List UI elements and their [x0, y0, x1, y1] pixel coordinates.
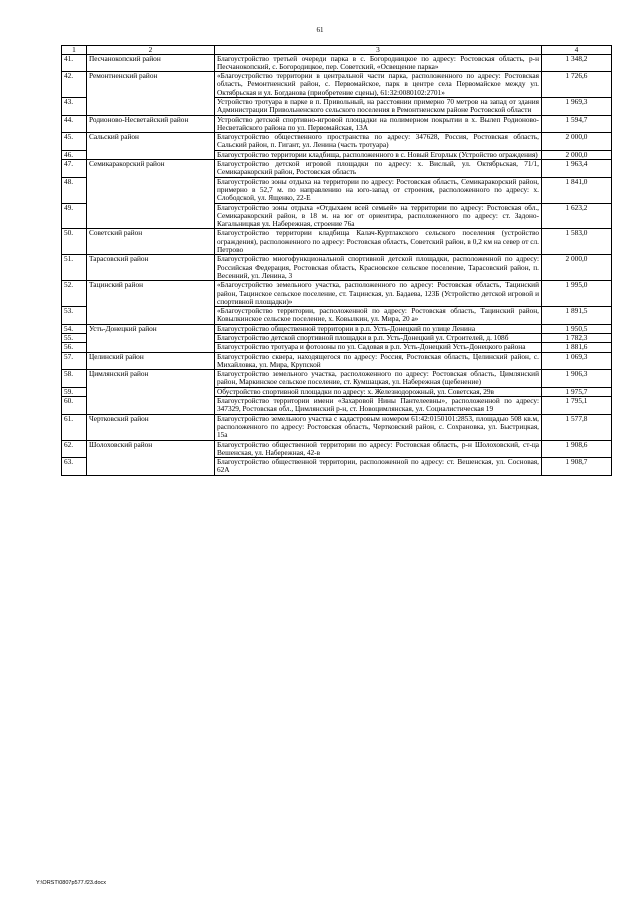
table-row — [62, 133, 612, 151]
row-number-cell: 49. — [62, 203, 87, 229]
district-cell: Родионово-Несветайский район — [87, 115, 215, 133]
row-number-cell: 47. — [62, 160, 87, 178]
row-number-cell: 45. — [62, 133, 87, 151]
table-body — [62, 54, 612, 475]
project-description-cell: Обустройство спортивной площадки по адресу: х. Железнодорожный, ул. Советская, 29в — [215, 387, 542, 396]
row-number-cell: 50. — [62, 229, 87, 255]
header-col-4: 4 — [542, 46, 612, 55]
table-row — [62, 440, 612, 458]
amount-cell: 1 906,3 — [542, 370, 612, 388]
table-row — [62, 281, 612, 307]
row-number-cell: 57. — [62, 352, 87, 370]
row-number-cell: 59. — [62, 387, 87, 396]
row-number-cell: 51. — [62, 255, 87, 281]
table-row — [62, 160, 612, 178]
district-cell: Ремонтненский район — [87, 72, 215, 115]
project-description-cell: Благоустройство территории кладбища Калач-Куртлакского сельского поселения (устройство ограждения), расположенного по адресу: Ростовская область, Советский район, в 0,2 км на север от сл. Петрово — [215, 229, 542, 255]
project-description-cell: «Благоустройство территории в центральной части парка, расположенного по адресу: Ростовская область, Ремонтненский район, с. Первомайское, парк в центре села Первомайское между ул. Октябрьская и ул. Богданова (приобретение сцены), 61:32:0080102:2701» — [215, 72, 542, 98]
district-cell: Советский район — [87, 229, 215, 255]
row-number-cell: 53. — [62, 307, 87, 325]
row-number-cell: 44. — [62, 115, 87, 133]
amount-cell: 1 795,1 — [542, 397, 612, 415]
table-row — [62, 414, 612, 440]
project-description-cell: Благоустройство зоны отдыха «Отдыхаем всей семьей» на территории по адресу: Ростовская обл., Семикаракорский район, в 18 м. на юг от ориентира, расположенного по адресу: ст. Задоно-Кагальницкая ул. Набережная, строение 76а — [215, 203, 542, 229]
amount-cell: 2 000,0 — [542, 150, 612, 159]
project-description-cell: Благоустройство земельного участка с кадастровым номером 61:42:0150101:2853, площадью 508 кв.м, расположенного по адресу: Ростовская область, Чертковский район, с. Сохрановка, ул. Быстрицкая, 15а — [215, 414, 542, 440]
row-number-cell: 62. — [62, 440, 87, 458]
project-description-cell: Устройство детской спортивно-игровой площадки на полимерном покрытии в х. Вылеп Родионово-Несветайского района по ул. Первомайская, 13А — [215, 115, 542, 133]
amount-cell: 1 594,7 — [542, 115, 612, 133]
project-description-cell: «Благоустройство земельного участка, расположенного по адресу: Ростовская область, Тацинский район, Тацинское сельское поселение, ст. Тацинская, ул. Бадаева, 123Б (Устройство детской игровой и спортивной площадки)» — [215, 281, 542, 307]
project-description-cell: Благоустройство многофункциональной спортивной детской площадки, расположенной по адресу: Российская Федерация, Ростовская область, Красновское сельское поселение, Тарасовский район, п. Весенний, ул. Ленина, 3 — [215, 255, 542, 281]
amount-cell: 1 623,2 — [542, 203, 612, 229]
header-col-2: 2 — [87, 46, 215, 55]
amount-cell: 1 583,0 — [542, 229, 612, 255]
district-cell: Сальский район — [87, 133, 215, 160]
project-description-cell: Благоустройство зоны отдыха на территории по адресу: Ростовская область, Семикаракорский район, примерно в 52,7 м. по направлению на юго-запад от строения, расположенного по адресу: х. Слободской, ул. Ященко, 22-Е — [215, 177, 542, 203]
row-number-cell: 60. — [62, 397, 87, 415]
amount-cell: 1 069,3 — [542, 352, 612, 370]
amount-cell: 2 000,0 — [542, 133, 612, 151]
amount-cell: 1 348,2 — [542, 54, 612, 72]
project-description-cell: Благоустройство территории имени «Захаровой Нины Пантелеевны», расположенной по адресу: 347329, Ростовская обл., Цимлянский р-н, ст. Новоцимлянская, ул. Социалистическая 19 — [215, 397, 542, 415]
district-cell: Цимлянский район — [87, 370, 215, 414]
row-number-cell: 63. — [62, 458, 87, 476]
amount-cell: 2 000,0 — [542, 255, 612, 281]
table-row — [62, 115, 612, 133]
district-cell: Семикаракорский район — [87, 160, 215, 229]
amount-cell: 1 891,5 — [542, 307, 612, 325]
project-description-cell: Благоустройство детской игровой площадки по адресу: х. Вислый, ул. Октябрьская, 71/1, Семикаракорский район, Ростовская область — [215, 160, 542, 178]
project-description-cell: Благоустройство детской спортивной площадки в р.п. Усть-Донецкий ул. Строителей, д. 108б — [215, 334, 542, 343]
amount-cell: 1 950,5 — [542, 324, 612, 333]
row-number-cell: 56. — [62, 343, 87, 352]
amount-cell: 1 841,0 — [542, 177, 612, 203]
district-cell: Тацинский район — [87, 281, 215, 324]
project-description-cell: Благоустройство общественного пространства по адресу: 347628, Россия, Ростовская область, Сальский район, п. Гигант, ул. Ленина (часть тротуара) — [215, 133, 542, 151]
row-number-cell: 48. — [62, 177, 87, 203]
funding-table — [61, 45, 612, 476]
project-description-cell: Благоустройство общественной территории по адресу: Ростовская область, р-н Шолоховский, ст-ца Вешенская, ул. Набережная, 42-в — [215, 440, 542, 458]
amount-cell: 1 963,4 — [542, 160, 612, 178]
row-number-cell: 43. — [62, 97, 87, 115]
amount-cell: 1 726,6 — [542, 72, 612, 98]
district-cell: Чертковский район — [87, 414, 215, 440]
amount-cell: 1 577,8 — [542, 414, 612, 440]
header-col-3: 3 — [215, 46, 542, 55]
district-cell: Тарасовский район — [87, 255, 215, 281]
amount-cell: 1 969,3 — [542, 97, 612, 115]
row-number-cell: 41. — [62, 54, 87, 72]
row-number-cell: 42. — [62, 72, 87, 98]
table-row — [62, 54, 612, 72]
table-header — [62, 46, 612, 55]
table-row — [62, 255, 612, 281]
project-description-cell: Благоустройство тротуара и фотозоны по ул. Садовая в р.п. Усть-Донецкий Усть-Донецкого района — [215, 343, 542, 352]
amount-cell: 1 782,3 — [542, 334, 612, 343]
district-cell: Шолоховский район — [87, 440, 215, 475]
row-number-cell: 58. — [62, 370, 87, 388]
amount-cell: 1 995,0 — [542, 281, 612, 307]
header-col-1: 1 — [62, 46, 87, 55]
table-row — [62, 370, 612, 388]
row-number-cell: 52. — [62, 281, 87, 307]
table-row — [62, 72, 612, 98]
district-cell: Песчанокопский район — [87, 54, 215, 72]
project-description-cell: Благоустройство общественной территории, расположенной по адресу: ст. Вешенская, ул. Сосновая, 62А — [215, 458, 542, 476]
amount-cell: 1 975,7 — [542, 387, 612, 396]
row-number-cell: 46. — [62, 150, 87, 159]
page-number: 61 — [316, 26, 324, 34]
table-row — [62, 229, 612, 255]
row-number-cell: 61. — [62, 414, 87, 440]
project-description-cell: Благоустройство сквера, находящегося по адресу: Россия, Ростовская область, Целинский район, с. Михайловка, ул. Мира, Крупской — [215, 352, 542, 370]
district-cell: Целинский район — [87, 352, 215, 370]
row-number-cell: 54. — [62, 324, 87, 333]
project-description-cell: Благоустройство общественной территории в р.п. Усть-Донецкий по улице Ленина — [215, 324, 542, 333]
amount-cell: 1 881,6 — [542, 343, 612, 352]
project-description-cell: «Благоустройство территории, расположенной по адресу: Ростовская область, Тацинский район, Ковылкинское сельское поселение, х. Ковылкин, ул. Мира, 20 а» — [215, 307, 542, 325]
file-path-footer: Y:\ORST\0807p577.f23.docx — [36, 880, 107, 886]
district-cell: Усть-Донецкий район — [87, 324, 215, 352]
project-description-cell: Благоустройство земельного участка, расположенного по адресу: Ростовская область, Цимлянский район, Маркинское сельское поселение, ст. Кумшацкая, ул. Набережная (щебенение) — [215, 370, 542, 388]
project-description-cell: Устройство тротуара в парке в п. Привольный, на расстоянии примерно 70 метров на запад от здания Администрации Привольненского сельского поселения в Ремонтненском районе Ростовской области — [215, 97, 542, 115]
table-row — [62, 352, 612, 370]
project-description-cell: Благоустройство территории кладбища, расположенного в с. Новый Егорлык (Устройство ограждения) — [215, 150, 542, 159]
amount-cell: 1 908,6 — [542, 440, 612, 458]
row-number-cell: 55. — [62, 334, 87, 343]
amount-cell: 1 908,7 — [542, 458, 612, 476]
project-description-cell: Благоустройство третьей очереди парка в с. Богородницкое по адресу: Ростовская область, р-н Песчанокопский, с. Богородицкое, пер. Советский, «Освещение парка» — [215, 54, 542, 72]
